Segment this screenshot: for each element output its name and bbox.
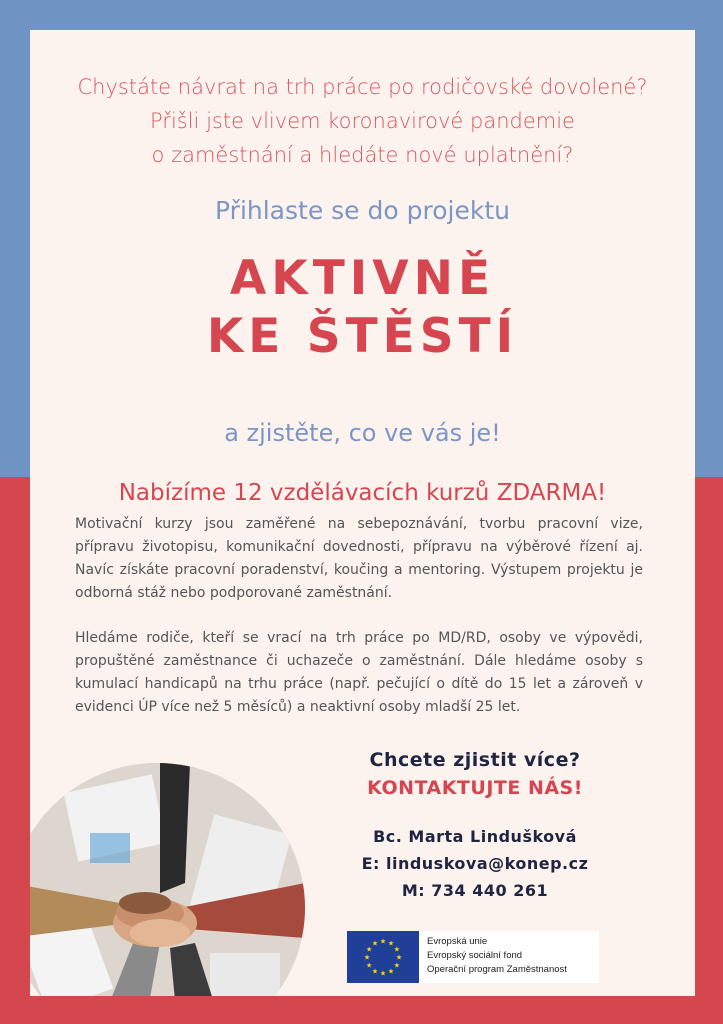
eu-star-icon: ★ bbox=[379, 937, 387, 946]
contact-phone[interactable]: M: 734 440 261 bbox=[401, 881, 549, 900]
target-group-paragraph: Hledáme rodiče, kteří se vrací na trh práce po MD/RD, osoby ve výpovědi, propuštěné zaměstnance či uchazeče o zaměstnání. Dále hledáme osoby s kumulací handicapů na trhu práce (např. pečující o dítě do 15 let a zároveň v evidenci ÚP více než 5 měsíců) a neaktivní osoby mladší 25 let. bbox=[75, 630, 643, 715]
intro-line: Chystáte návrat na trh práce po rodičovské dovolené? bbox=[77, 75, 648, 99]
eu-flag-icon bbox=[347, 931, 419, 983]
eu-star-icon: ★ bbox=[393, 945, 401, 954]
contact-block bbox=[320, 823, 630, 904]
eu-star-icon: ★ bbox=[379, 969, 387, 978]
cta-question: Chcete zjistit více? bbox=[369, 749, 581, 771]
eu-star-icon: ★ bbox=[371, 939, 379, 948]
contact-email[interactable]: E: linduskova@konep.cz bbox=[361, 854, 589, 873]
intro-questions bbox=[30, 70, 695, 172]
teamwork-hands-photo bbox=[30, 763, 305, 996]
eu-logo-line: Operační program Zaměstnanost bbox=[427, 964, 567, 975]
cta-contact-us: KONTAKTUJTE NÁS! bbox=[367, 777, 583, 799]
eu-star-icon: ★ bbox=[387, 967, 395, 976]
title-line: AKTIVNĚ bbox=[229, 251, 496, 306]
lead-text: Přihlaste se do projektu bbox=[215, 196, 510, 225]
eu-star-icon: ★ bbox=[393, 961, 401, 970]
intro-line: Přišli jste vlivem koronavirové pandemie bbox=[150, 109, 575, 133]
eu-star-icon: ★ bbox=[365, 945, 373, 954]
eu-star-icon: ★ bbox=[363, 953, 371, 962]
flyer-card bbox=[30, 30, 695, 996]
eu-logo-text bbox=[427, 935, 567, 977]
eu-star-icon: ★ bbox=[365, 961, 373, 970]
eu-star-icon: ★ bbox=[387, 939, 395, 948]
eu-logo-line: Evropský sociální fond bbox=[427, 950, 523, 961]
eu-esf-logo bbox=[347, 931, 599, 983]
title-line: KE ŠTĚSTÍ bbox=[206, 309, 519, 364]
contact-name: Bc. Marta Lindušková bbox=[373, 827, 577, 846]
intro-line: o zaměstnání a hledáte nové uplatnění? bbox=[151, 143, 574, 167]
eu-star-icon: ★ bbox=[395, 953, 403, 962]
description-paragraph: Motivační kurzy jsou zaměřené na sebepoznávání, tvorbu pracovní vize, přípravu životopisu, komunikační dovednosti, přípravu na výběrové řízení aj. Navíc získáte pracovní poradenství, koučing a mentoring. Výstupem projektu je odborná stáž nebo podporované zaměstnání. bbox=[75, 516, 643, 601]
tagline: a zjistěte, co ve vás je! bbox=[224, 419, 501, 447]
project-title bbox=[30, 250, 695, 366]
offer-heading: Nabízíme 12 vzdělávacích kurzů ZDARMA! bbox=[118, 480, 607, 506]
eu-star-icon: ★ bbox=[371, 967, 379, 976]
eu-logo-line: Evropská unie bbox=[427, 936, 488, 947]
